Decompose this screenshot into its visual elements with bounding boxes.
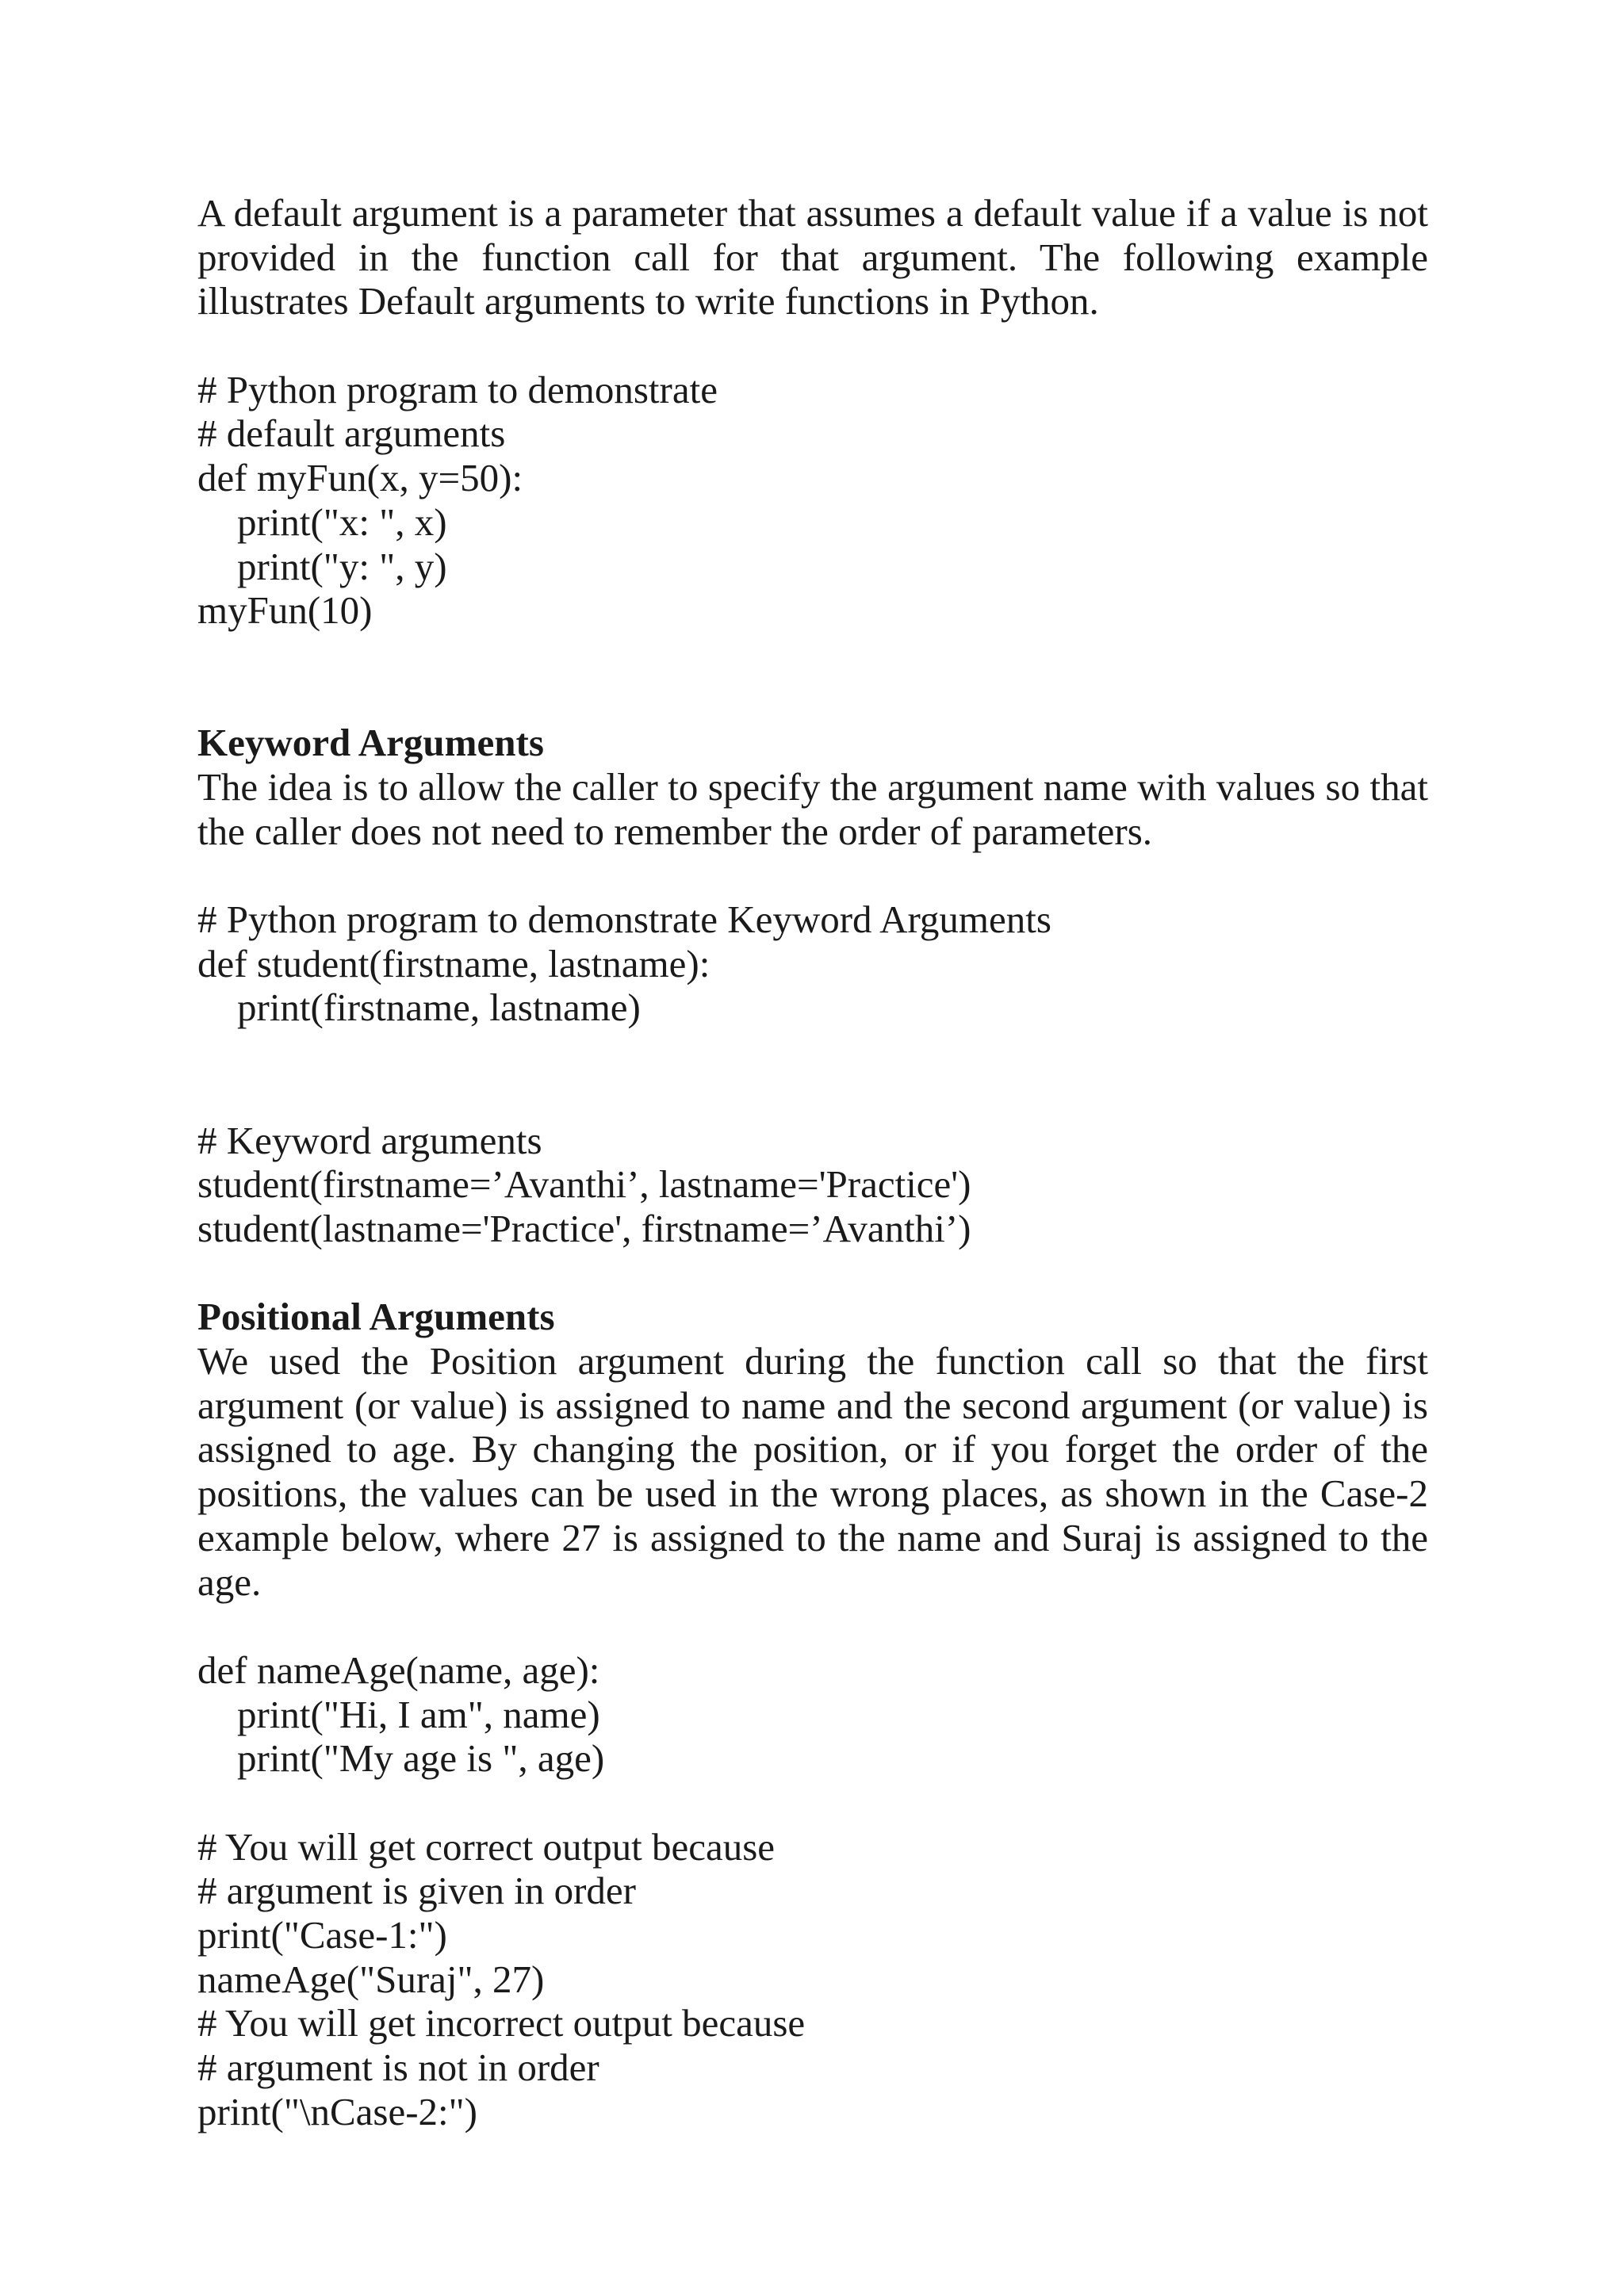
- default-arguments-code: [197, 368, 1428, 633]
- code-line: # argument is given in order: [197, 1869, 636, 1913]
- default-arguments-paragraph: A default argument is a parameter that assumes a default value if a value is not provided in the function call for that argument. The following example illustrates Default arguments to write functions in Python.: [197, 191, 1428, 323]
- spacer: [197, 853, 1428, 897]
- code-line: print("My age is ", age): [237, 1736, 605, 1781]
- code-line: print(firstname, lastname): [237, 985, 641, 1030]
- code-line: nameAge("Suraj", 27): [197, 1957, 545, 2001]
- code-line: # Python program to demonstrate Keyword Arguments: [197, 897, 1051, 942]
- code-line: def student(firstname, lastname):: [197, 941, 710, 985]
- code-line: # You will get incorrect output because: [197, 2001, 806, 2045]
- code-line: print("x: ", x): [237, 499, 447, 544]
- keyword-arguments-calls: [197, 1119, 1428, 1251]
- keyword-arguments-paragraph: The idea is to allow the caller to specify the argument name with values so that the caller does not need to remember the order of parameters.: [197, 765, 1428, 853]
- spacer: [197, 1781, 1428, 1825]
- keyword-arguments-heading: Keyword Arguments: [197, 721, 544, 765]
- positional-arguments-paragraph: We used the Position argument during the function call so that the first argument (or value) is assigned to name and the second argument (or value) is assigned to age. By changing the position, or if you forget the order of the positions, the values can be used in the wrong places, as shown in the Case-2 example below, where 27 is assigned to the name and Suraj is assigned to the age.: [197, 1338, 1428, 1604]
- spacer: [197, 1251, 1428, 1295]
- positional-arguments-cases: [197, 1825, 1428, 2134]
- document-page: [197, 191, 1428, 2133]
- positional-arguments-code: [197, 1648, 1428, 1781]
- keyword-arguments-code: [197, 897, 1428, 1030]
- code-line: # Python program to demonstrate: [197, 367, 718, 411]
- code-line: print("\nCase-2:"): [197, 2089, 477, 2133]
- code-line: print("y: ", y): [237, 544, 447, 588]
- code-line: # default arguments: [197, 411, 506, 456]
- spacer: [197, 633, 1428, 721]
- spacer: [197, 323, 1428, 368]
- code-line: # Keyword arguments: [197, 1118, 542, 1162]
- spacer: [197, 1030, 1428, 1118]
- positional-arguments-heading: Positional Arguments: [197, 1295, 555, 1339]
- code-line: student(firstname=’Avanthi’, lastname='Practice'): [197, 1162, 971, 1207]
- code-line: print("Hi, I am", name): [237, 1692, 600, 1736]
- code-line: myFun(10): [197, 588, 373, 633]
- code-line: # You will get correct output because: [197, 1824, 776, 1869]
- code-line: # argument is not in order: [197, 2045, 599, 2090]
- code-line: def nameAge(name, age):: [197, 1647, 600, 1692]
- code-line: student(lastname='Practice', firstname=’Avanthi’): [197, 1206, 971, 1250]
- code-line: print("Case-1:"): [197, 1913, 447, 1957]
- spacer: [197, 1604, 1428, 1648]
- code-line: def myFun(x, y=50):: [197, 456, 523, 500]
